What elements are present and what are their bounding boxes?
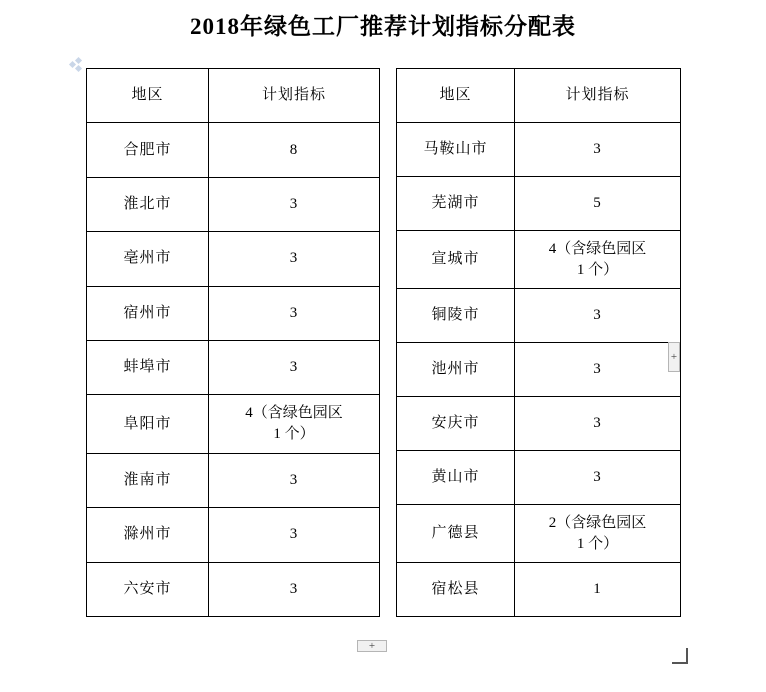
cell-quota: 3 xyxy=(209,508,380,562)
cell-quota: 3 xyxy=(209,562,380,616)
cell-region: 淮南市 xyxy=(87,453,209,507)
cell-region: 淮北市 xyxy=(87,177,209,231)
table-row xyxy=(397,505,681,563)
table-row xyxy=(87,177,380,231)
cell-quota: 3 xyxy=(515,289,681,343)
left-quota-table xyxy=(86,68,380,617)
cell-region: 池州市 xyxy=(397,343,515,397)
table-row xyxy=(397,123,681,177)
header-quota: 计划指标 xyxy=(515,69,681,123)
cell-region: 宿州市 xyxy=(87,286,209,340)
cell-quota: 3 xyxy=(209,286,380,340)
table-anchor-icon xyxy=(70,58,86,74)
table-row xyxy=(87,232,380,286)
cell-region: 宣城市 xyxy=(397,231,515,289)
table-row xyxy=(397,563,681,617)
cell-quota: 8 xyxy=(209,123,380,177)
cell-region: 宿松县 xyxy=(397,563,515,617)
table-row xyxy=(397,451,681,505)
cell-quota: 3 xyxy=(209,453,380,507)
resize-corner-icon[interactable] xyxy=(672,648,688,664)
cell-quota: 1 xyxy=(515,563,681,617)
header-region: 地区 xyxy=(87,69,209,123)
cell-region: 广德县 xyxy=(397,505,515,563)
cell-quota: 4（含绿色园区 1 个） xyxy=(209,395,380,453)
cell-quota: 3 xyxy=(209,232,380,286)
cell-quota: 3 xyxy=(209,340,380,394)
table-row xyxy=(397,177,681,231)
header-region: 地区 xyxy=(397,69,515,123)
cell-region: 蚌埠市 xyxy=(87,340,209,394)
cell-region: 阜阳市 xyxy=(87,395,209,453)
add-column-handle[interactable]: + xyxy=(668,342,680,372)
cell-region: 安庆市 xyxy=(397,397,515,451)
table-row xyxy=(87,508,380,562)
table-row xyxy=(87,123,380,177)
cell-quota: 5 xyxy=(515,177,681,231)
cell-quota: 3 xyxy=(515,451,681,505)
cell-region: 铜陵市 xyxy=(397,289,515,343)
cell-region: 黄山市 xyxy=(397,451,515,505)
page-title: 2018年绿色工厂推荐计划指标分配表 xyxy=(190,14,576,39)
cell-region: 芜湖市 xyxy=(397,177,515,231)
cell-quota: 2（含绿色园区 1 个） xyxy=(515,505,681,563)
table-row xyxy=(87,340,380,394)
table-row xyxy=(397,231,681,289)
table-row xyxy=(87,395,380,453)
table-row xyxy=(87,453,380,507)
table-header-row xyxy=(397,69,681,123)
add-row-handle[interactable]: + xyxy=(357,640,387,652)
cell-region: 六安市 xyxy=(87,562,209,616)
table-row xyxy=(87,562,380,616)
right-quota-table xyxy=(396,68,681,617)
cell-quota: 3 xyxy=(515,397,681,451)
table-row xyxy=(397,289,681,343)
cell-region: 马鞍山市 xyxy=(397,123,515,177)
cell-region: 亳州市 xyxy=(87,232,209,286)
cell-quota: 3 xyxy=(515,343,681,397)
cell-quota: 3 xyxy=(515,123,681,177)
table-row xyxy=(87,286,380,340)
table-header-row xyxy=(87,69,380,123)
cell-region: 滁州市 xyxy=(87,508,209,562)
table-row xyxy=(397,343,681,397)
cell-quota: 4（含绿色园区 1 个） xyxy=(515,231,681,289)
quota-tables xyxy=(86,68,680,617)
table-row xyxy=(397,397,681,451)
cell-quota: 3 xyxy=(209,177,380,231)
cell-region: 合肥市 xyxy=(87,123,209,177)
header-quota: 计划指标 xyxy=(209,69,380,123)
